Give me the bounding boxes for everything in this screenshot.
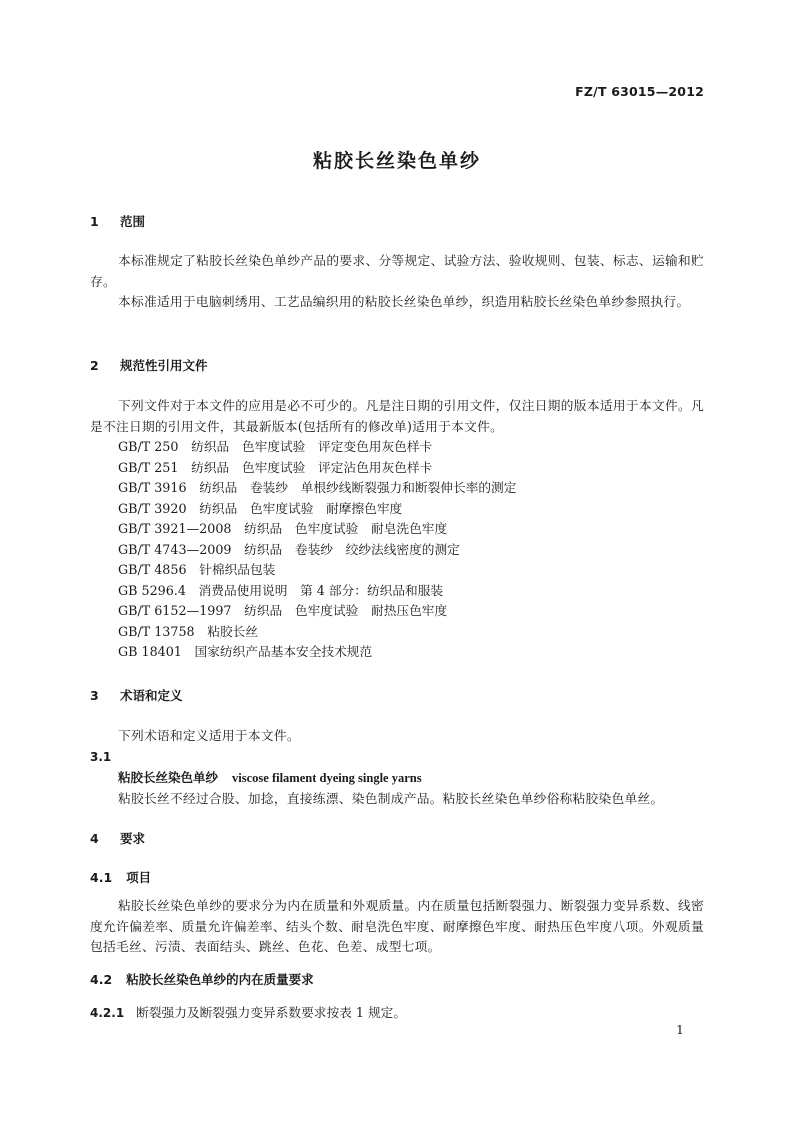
section-title: 要求 [120, 831, 146, 846]
term-chinese: 粘胶长丝染色单纱 [118, 770, 219, 785]
reference-item: GB/T 3920 纺织品 色牢度试验 耐摩擦色牢度 [118, 501, 403, 516]
reference-item: GB/T 13758 粘胶长丝 [118, 624, 259, 639]
term-definition [90, 789, 704, 810]
reference-item: GB/T 6152—1997 纺织品 色牢度试验 耐热压色牢度 [118, 603, 448, 618]
paragraph-text: 本标准适用于电脑刺绣用、工艺品编织用的粘胶长丝染色单纱，织造用粘胶长丝染色单纱参照执行。 [118, 294, 690, 309]
section-title: 规范性引用文件 [120, 358, 208, 373]
paragraph-text: 粘胶长丝染色单纱的要求分为内在质量和外观质量。内在质量包括断裂强力、断裂强力变异系数、线密度允许偏差率、质量允许偏差率、结头个数、耐皂洗色牢度、耐摩擦色牢度、耐热压色牢度八项。外观质量包括毛丝、污渍、表面结头、跳丝、色花、色差、成型七项。 [90, 898, 704, 954]
term-heading [118, 768, 422, 786]
subsection-4-1-paragraph [90, 896, 704, 958]
subsection-4-1-heading [90, 868, 151, 886]
section-number: 4 [90, 831, 99, 846]
page-number: 1 [676, 1022, 684, 1037]
subsection-title: 粘胶长丝染色单纱的内在质量要求 [126, 972, 314, 987]
reference-item: GB 18401 国家纺织产品基本安全技术规范 [118, 644, 373, 659]
subsection-title: 项目 [126, 870, 152, 885]
paragraph-text: 粘胶长丝不经过合股、加捻，直接练漂、染色制成产品。粘胶长丝染色单纱俗称粘胶染色单丝。 [118, 791, 664, 806]
section-1-heading [90, 212, 145, 230]
section-1-paragraph-1 [90, 251, 704, 292]
reference-item: GB/T 4743—2009 纺织品 卷装纱 绞纱法线密度的测定 [118, 542, 460, 557]
reference-item: GB/T 3921—2008 纺织品 色牢度试验 耐皂洗色牢度 [118, 521, 448, 536]
standard-code: FZ/T 63015—2012 [575, 84, 704, 99]
section-title: 范围 [120, 214, 146, 229]
section-1-paragraph-2 [90, 292, 704, 313]
subsection-4-2-1 [90, 1002, 406, 1021]
section-title: 术语和定义 [120, 688, 183, 703]
section-2-heading [90, 356, 208, 374]
section-3-heading [90, 686, 183, 704]
section-2-paragraph-1 [90, 396, 704, 437]
page-title: 粘胶长丝染色单纱 [312, 150, 481, 172]
reference-item: GB/T 251 纺织品 色牢度试验 评定沾色用灰色样卡 [118, 460, 433, 475]
paragraph-text: 本标准规定了粘胶长丝染色单纱产品的要求、分等规定、试验方法、验收规则、包装、标志、运输和贮存。 [90, 253, 704, 289]
section-number: 3 [90, 688, 99, 703]
subsection-number: 4.2.1 [90, 1006, 125, 1020]
reference-item: GB 5296.4 消费品使用说明 第 4 部分：纺织品和服装 [118, 583, 444, 598]
paragraph-text: 下列文件对于本文件的应用是必不可少的。凡是注日期的引用文件，仅注日期的版本适用于本文件。凡是不注日期的引用文件，其最新版本(包括所有的修改单)适用于本文件。 [90, 398, 704, 434]
term-english: viscose filament dyeing single yarns [232, 771, 422, 785]
subsection-number: 4.2 [90, 972, 113, 987]
subsection-4-2-heading [90, 970, 314, 988]
reference-item: GB/T 4856 针棉织品包装 [118, 562, 276, 577]
paragraph-text: 下列术语和定义适用于本文件。 [118, 728, 300, 743]
subsection-number: 4.1 [90, 870, 113, 885]
section-3-paragraph-1 [90, 726, 704, 747]
subsection-text: 断裂强力及断裂强力变异系数要求按表 1 规定。 [136, 1005, 407, 1020]
reference-item: GB/T 250 纺织品 色牢度试验 评定变色用灰色样卡 [118, 439, 433, 454]
reference-item: GB/T 3916 纺织品 卷装纱 单根纱线断裂强力和断裂伸长率的测定 [118, 480, 517, 495]
term-number: 3.1 [90, 750, 112, 764]
section-4-heading [90, 829, 145, 847]
section-number: 1 [90, 214, 99, 229]
section-number: 2 [90, 358, 99, 373]
